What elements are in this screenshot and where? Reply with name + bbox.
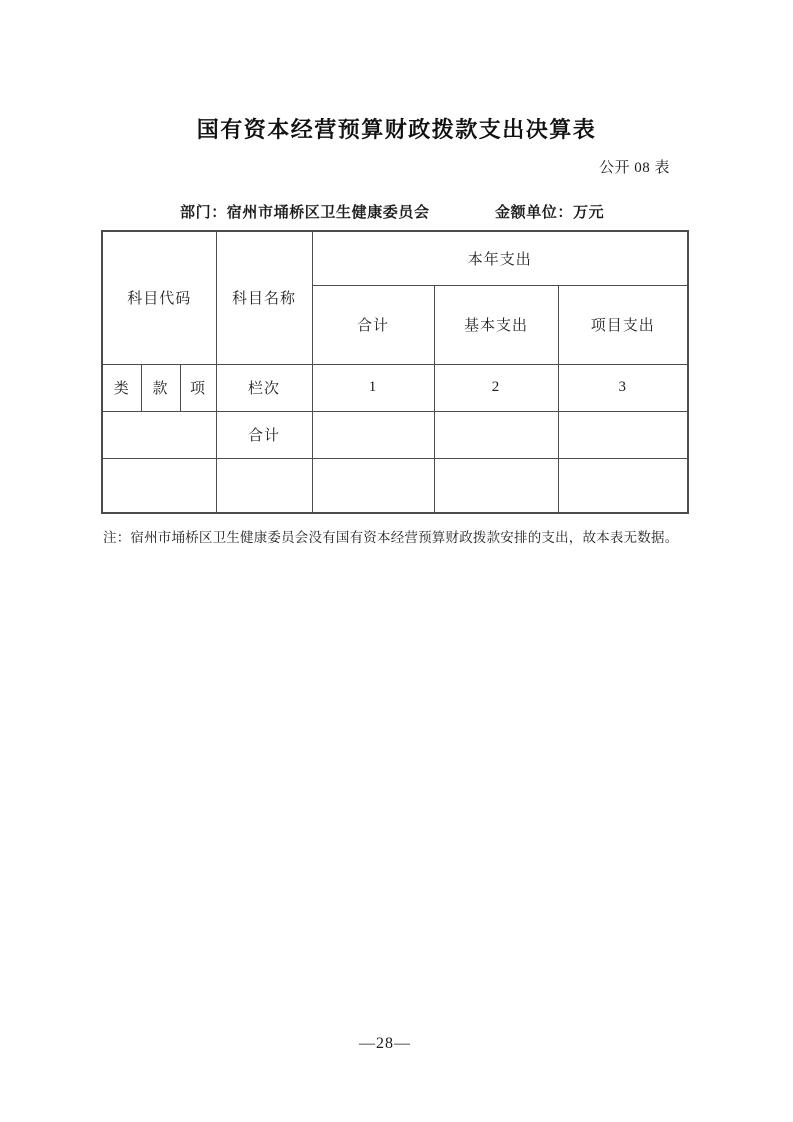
column-number-2: 2: [434, 364, 558, 411]
header-cell-column-label: 栏次: [216, 364, 312, 411]
header-cell-project-expenditure: 项目支出: [558, 285, 688, 364]
table-row-total: [102, 411, 688, 458]
table-column-index-row: [102, 364, 688, 411]
budget-table: [101, 230, 689, 514]
page-number: —28—: [359, 1035, 411, 1052]
header-cell-section: 款: [141, 364, 180, 411]
cell-project: [558, 411, 688, 458]
note-text: 注：宿州市埇桥区卫生健康委员会没有国有资本经营预算财政拨款安排的支出，故本表无数据。: [103, 530, 679, 545]
header-cell-total: 合计: [312, 285, 434, 364]
header-cell-basic-expenditure: 基本支出: [434, 285, 558, 364]
header-cell-subject-name: 科目名称: [216, 231, 312, 364]
column-number-1: 1: [312, 364, 434, 411]
header-cell-item: 项: [180, 364, 216, 411]
cell-basic: [434, 458, 558, 513]
page-title: 国有资本经营预算财政拨款支出决算表: [196, 117, 597, 142]
department-label: 部门：宿州市埇桥区卫生健康委员会: [180, 205, 430, 221]
table-header-row-1: [102, 231, 688, 285]
amount-unit-label: 金额单位：万元: [495, 205, 605, 221]
form-code-label: 公开 08 表: [598, 160, 670, 176]
column-number-3: 3: [558, 364, 688, 411]
header-cell-subject-code: 科目代码: [102, 231, 216, 364]
cell-total: [312, 411, 434, 458]
cell-basic: [434, 411, 558, 458]
cell-name: 合计: [216, 411, 312, 458]
header-cell-current-year-expenditure: 本年支出: [312, 231, 688, 285]
header-cell-class: 类: [102, 364, 141, 411]
cell-name: [216, 458, 312, 513]
cell-total: [312, 458, 434, 513]
table-row-empty: [102, 458, 688, 513]
cell-code: [102, 411, 216, 458]
cell-code: [102, 458, 216, 513]
cell-project: [558, 458, 688, 513]
